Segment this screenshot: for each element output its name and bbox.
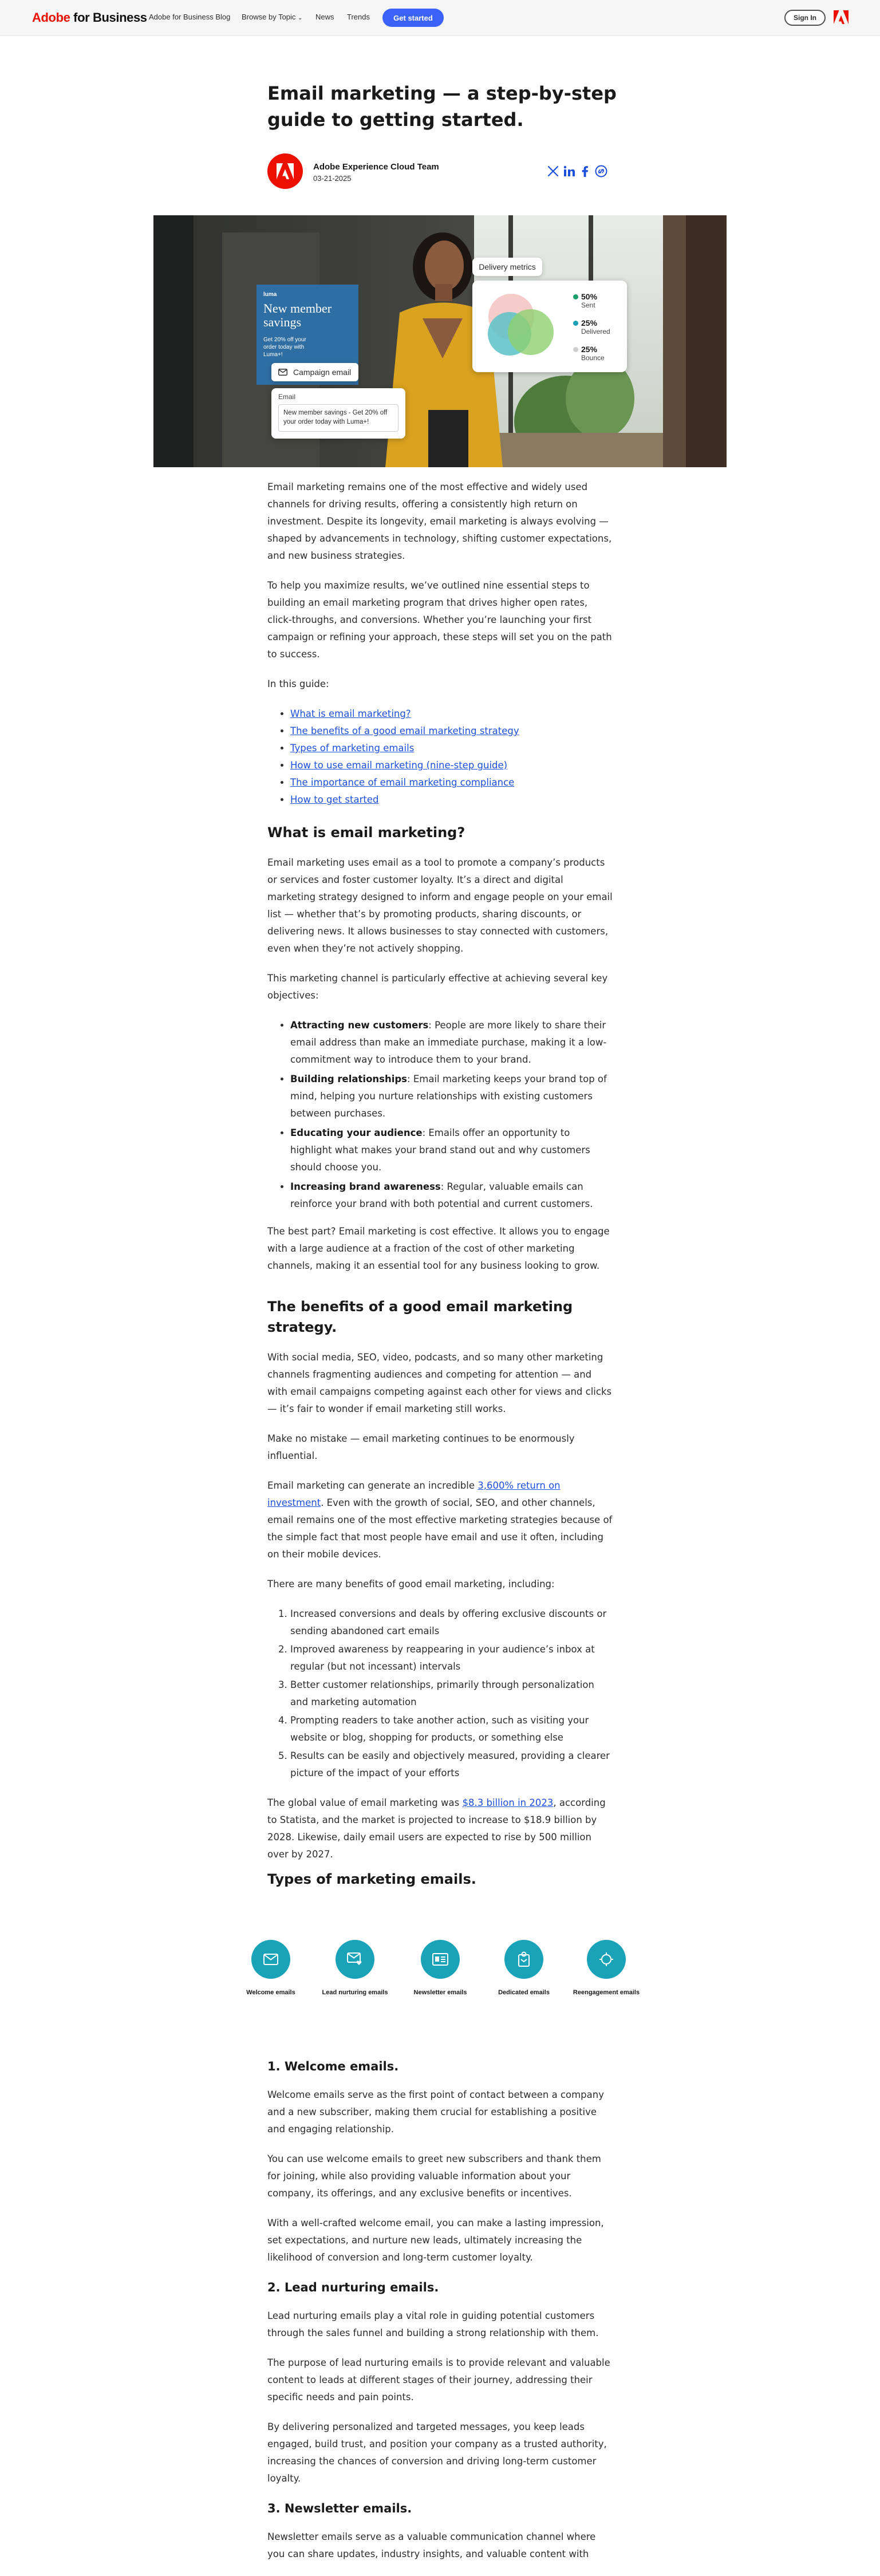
metric-dot [573, 321, 578, 326]
delivery-metrics-card [472, 281, 627, 372]
metric-value: 25% [581, 318, 598, 328]
newsletter-section [267, 2500, 614, 2563]
paragraph-text: Email marketing can generate an incredible [267, 1480, 478, 1491]
adobe-logo-icon [277, 163, 294, 179]
type-reengagement-emails[interactable] [566, 1940, 646, 1996]
list-item-bold: Building relationships [290, 1074, 408, 1084]
section-paragraph: By delivering personalized and targeted messages, you keep leads engaged, build trust, and position your company as a trusted authority, increasing the chances of conversion and driving long-term customer loyalty. [267, 2421, 607, 2484]
type-label: Welcome emails [246, 1989, 295, 1996]
table-of-contents [267, 705, 614, 808]
intro-paragraph: To help you maximize results, we’ve outlined nine essential steps to building an email marketing program that drives higher open rates, click-throughs, and conversions. Whether you’re launching your first campaign or refining your approach, these steps will set you on the path to success. [267, 580, 612, 660]
author-name: Adobe Experience Cloud Team [313, 162, 439, 172]
nav-browse-by-topic[interactable] [242, 13, 302, 21]
envelope-icon [278, 369, 287, 376]
list-item-bold: Increasing brand awareness [290, 1181, 441, 1192]
list-item: 5. Results can be easily and objectively measured, providing a clearer picture of the impact of your efforts [290, 1747, 614, 1782]
toc-item [290, 774, 614, 791]
nav-browse-label: Browse by Topic [242, 13, 296, 21]
metric-delivered [581, 318, 610, 336]
metric-label: Sent [581, 301, 595, 309]
toc-link[interactable]: How to use email marketing (nine-step guide) [290, 760, 508, 771]
paragraph-text: . Even with the growth of social, SEO, and other channels, email remains one of the most effective marketing strategies because of the simple fact that most people have email and use it often, including on their mobile devices. [267, 1497, 613, 1560]
toc-item [290, 740, 614, 757]
linkedin-share-icon[interactable] [563, 165, 575, 177]
adobe-for-business-logo[interactable] [32, 10, 147, 25]
nav-blog-link[interactable]: Adobe for Business Blog [149, 13, 231, 21]
types-section [267, 1869, 614, 1889]
section-paragraph [267, 1477, 614, 1563]
hero-photo-illustration [153, 215, 727, 467]
list-item: 4. Prompting readers to take another action, such as visiting your website or blog, shopping for products, or something else [290, 1712, 614, 1746]
section-heading: The benefits of a good email marketing strategy. [267, 1299, 573, 1335]
section-paragraph: With social media, SEO, video, podcasts, and so many other marketing channels fragmenting audiences and competing for attention — and with email campaigns competing against each other for views and clicks — it’s fair to wonder if email marketing still works. [267, 1352, 612, 1414]
type-circle [251, 1940, 290, 1979]
type-circle [504, 1940, 543, 1979]
list-item [290, 1071, 614, 1122]
brand-red-text: Adobe [32, 10, 70, 25]
hero-image [153, 215, 727, 467]
toc-item [290, 757, 614, 774]
list-item [290, 1017, 614, 1068]
paragraph-text: The global value of email marketing was [267, 1797, 463, 1808]
lead-nurturing-section [267, 2279, 614, 2487]
nav-trends-link[interactable]: Trends [347, 13, 370, 21]
toc-link[interactable]: The importance of email marketing compliance [290, 777, 515, 788]
type-label: Lead nurturing emails [322, 1989, 388, 1996]
list-item-text: : Regular, valuable emails can reinforce your brand with both potential and current customers. [290, 1181, 593, 1209]
metric-bounce [581, 345, 605, 362]
intro-paragraph: Email marketing remains one of the most effective and widely used channels for driving results, offering a consistently high return on investment. Despite its longevity, email marketing is always evolving — shaped by advancements in technology, shifting customer expectations, and new business strategies. [267, 482, 612, 561]
metric-label: Bounce [581, 354, 605, 362]
section-paragraph: Make no mistake — email marketing continues to be enormously influential. [267, 1433, 575, 1461]
venn-diagram-icon [478, 285, 564, 365]
toc-item [290, 723, 614, 740]
type-newsletter-emails[interactable] [400, 1940, 480, 1996]
author-avatar [267, 153, 303, 189]
type-circle [421, 1940, 460, 1979]
newsletter-icon [432, 1953, 448, 1966]
objectives-list [267, 1017, 614, 1213]
page-title: Email marketing — a step-by-step guide to getting started. [267, 82, 617, 131]
section-paragraph: With a well-crafted welcome email, you can make a lasting impression, set expectations, and nurture new leads, ultimately increasing the likelihood of conversion and long-term customer loyalty. [267, 2218, 604, 2263]
metric-value: 50% [581, 292, 598, 301]
type-circle [336, 1940, 374, 1979]
list-item: 1. Increased conversions and deals by offering exclusive discounts or sending abandoned cart emails [290, 1605, 614, 1640]
envelope-icon [263, 1954, 278, 1965]
chevron-down-icon: ⌄ [298, 15, 303, 21]
section-paragraph: The best part? Email marketing is cost effective. It allows you to engage with a large audience at a fraction of the cost of other marketing channels, making it an essential tool for any business looking to grow. [267, 1226, 610, 1271]
metric-dot [573, 294, 578, 299]
luma-logo: luma [263, 291, 277, 298]
campaign-email-pill [271, 363, 358, 381]
what-is-section [267, 822, 614, 1275]
x-share-icon[interactable] [547, 165, 559, 177]
section-paragraph: You can use welcome emails to greet new subscribers and thank them for joining, while also providing valuable information about your company, its offerings, and any exclusive benefits or incentives. [267, 2153, 601, 2199]
toc-item [290, 705, 614, 723]
promo-subtext: Get 20% off your order today with Luma+! [263, 337, 306, 358]
sign-in-button[interactable]: Sign In [784, 10, 826, 26]
publish-date: 03-21-2025 [313, 174, 352, 183]
toc-link[interactable]: What is email marketing? [290, 708, 411, 719]
list-item: 3. Better customer relationships, primarily through personalization and marketing automation [290, 1676, 614, 1711]
metric-sent [581, 292, 597, 309]
welcome-emails-section [267, 2058, 614, 2266]
copy-link-icon[interactable] [595, 165, 607, 177]
benefits-list [267, 1605, 614, 1782]
type-circle [587, 1940, 626, 1979]
section-paragraph: The purpose of lead nurturing emails is to provide relevant and valuable content to leads at different stages of their journey, addressing their specific needs and pain points. [267, 2357, 610, 2403]
type-welcome-emails[interactable] [231, 1940, 311, 1996]
metric-value: 25% [581, 345, 598, 354]
adobe-logo-icon[interactable] [834, 10, 849, 24]
list-item: 2. Improved awareness by reappearing in your audience’s inbox at regular (but not incessant) intervals [290, 1641, 614, 1675]
metric-dot [573, 347, 578, 352]
email-preview-card [271, 388, 405, 439]
section-paragraph: This marketing channel is particularly effective at achieving several key objectives: [267, 973, 608, 1001]
list-item [290, 1178, 614, 1213]
list-item-text: : Emails offer an opportunity to highlight what makes your brand stand out and why customers should choose you. [290, 1127, 590, 1173]
toc-link[interactable]: The benefits of a good email marketing strategy [290, 725, 519, 736]
section-paragraph: Lead nurturing emails play a vital role in guiding potential customers through the sales funnel and building a strong relationship with them. [267, 2310, 599, 2338]
type-label: Dedicated emails [498, 1989, 550, 1996]
subsection-heading: 2. Lead nurturing emails. [267, 2281, 439, 2294]
top-nav-bar [0, 0, 880, 36]
toc-link[interactable]: Types of marketing emails [290, 743, 415, 754]
campaign-label: Campaign email [293, 368, 352, 377]
toc-item [290, 791, 614, 808]
type-label: Reengagement emails [573, 1989, 640, 1996]
section-paragraph: Email marketing uses email as a tool to promote a company’s products or services and foster customer loyalty. It’s a direct and digital marketing strategy designed to inform and engage people on your email list — whether that’s by promoting products, sharing discounts, or delivering news. It allows businesses to stay connected with customers, even when they’re not actively shopping. [267, 857, 613, 954]
section-paragraph: There are many benefits of good email marketing, including: [267, 1579, 555, 1589]
benefits-section [267, 1296, 614, 1863]
promo-heading: New member savings [263, 301, 332, 329]
facebook-share-icon[interactable] [579, 165, 591, 177]
list-item-bold: Educating your audience [290, 1127, 423, 1138]
get-started-button[interactable]: Get started [382, 9, 444, 27]
type-label: Newsletter emails [413, 1989, 467, 1996]
delivery-metrics-title: Delivery metrics [472, 258, 542, 276]
mail-heart-icon [347, 1952, 363, 1966]
guide-label: In this guide: [267, 678, 329, 689]
email-label: Email [278, 393, 296, 401]
email-subject-text: New member savings - Get 20% off your order today with Luma+! [278, 404, 398, 432]
subsection-heading: 1. Welcome emails. [267, 2060, 399, 2073]
type-lead-nurturing-emails[interactable] [315, 1940, 395, 1996]
refresh-icon [598, 1951, 614, 1967]
metric-label: Delivered [581, 328, 610, 336]
statista-link[interactable]: $8.3 billion in 2023 [462, 1797, 554, 1808]
brand-black-text: for Business [70, 10, 147, 25]
dedicated-icon [518, 1951, 530, 1967]
type-dedicated-emails[interactable] [484, 1940, 564, 1996]
list-item-text: : People are more likely to share their email address than make an immediate purchase, making it a low-commitment way to introduce them to your brand. [290, 1020, 607, 1065]
section-paragraph [267, 1794, 614, 1863]
paragraph-text: , according to Statista, and the market is projected to increase to $18.9 billion by 2028. Likewise, daily email users are expected to rise by 500 million over by 2027. [267, 1797, 606, 1860]
section-heading: What is email marketing? [267, 825, 465, 841]
section-paragraph: Welcome emails serve as the first point of contact between a company and a new subscriber, making them crucial for establishing a positive and engaging relationship. [267, 2089, 604, 2135]
nav-news-link[interactable]: News [315, 13, 334, 21]
section-heading: Types of marketing emails. [267, 1871, 476, 1887]
list-item-bold: Attracting new customers [290, 1020, 429, 1031]
list-item-text: : Email marketing keeps your brand top of mind, helping you nurture relationships with existing customers between purchases. [290, 1074, 607, 1119]
subsection-heading: 3. Newsletter emails. [267, 2502, 412, 2515]
toc-link[interactable]: How to get started [290, 794, 379, 805]
intro-section [267, 479, 614, 808]
section-paragraph: Newsletter emails serve as a valuable communication channel where you can share updates, industry insights, and valuable content with [267, 2531, 596, 2559]
list-item [290, 1125, 614, 1176]
roi-link[interactable]: 3,600% return on investment [267, 1480, 561, 1508]
